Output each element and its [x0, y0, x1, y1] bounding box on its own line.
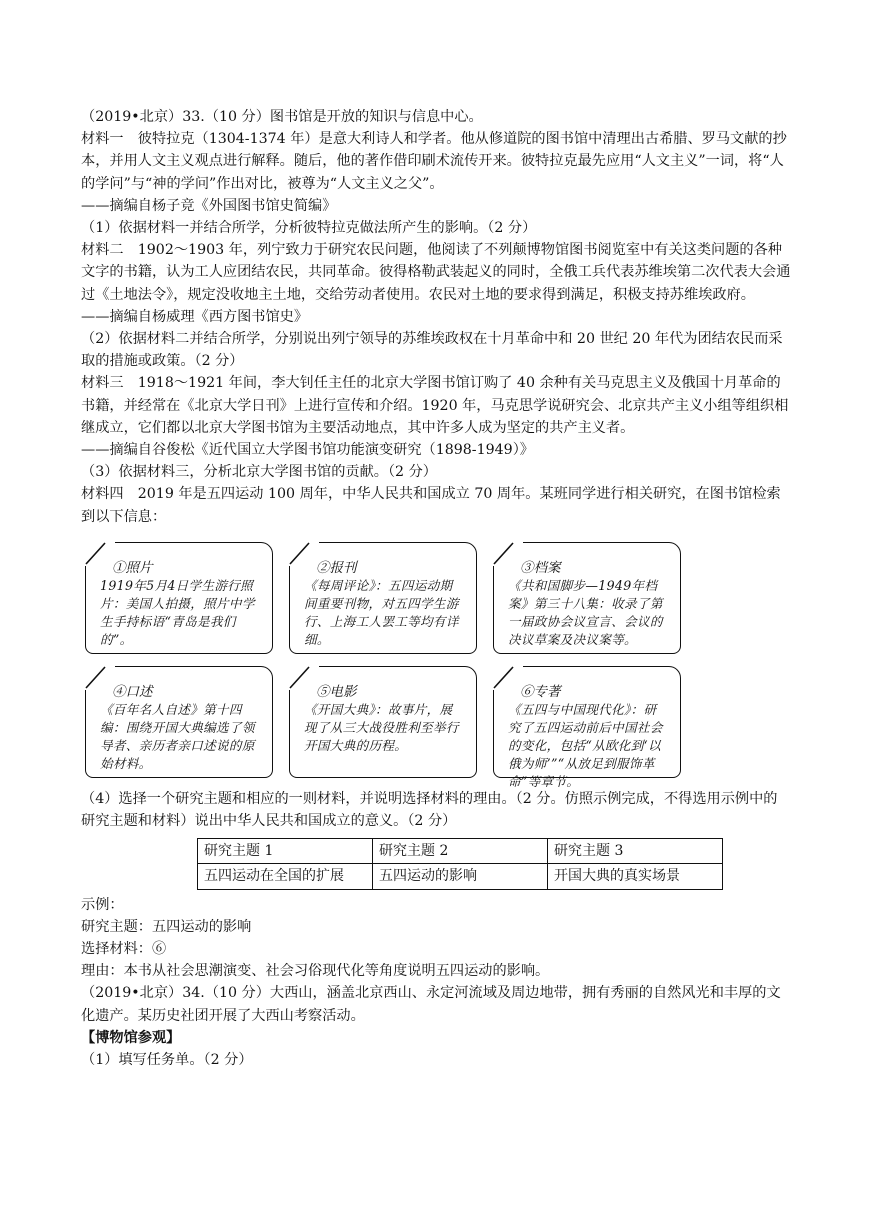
material-4: 材料四 2019 年是五四运动 100 周年，中华人民共和国成立 70 周年。某班同学进行相关研究，在图书馆检索到以下信息：	[81, 486, 781, 525]
q34-question-1: （1）填写任务单。（2 分）	[81, 1052, 253, 1069]
card-oral	[85, 666, 273, 778]
question-3: （3）依据材料三，分析北京大学图书馆的贡献。（2 分）	[81, 464, 437, 481]
card-title: ④口述	[112, 683, 153, 700]
card-body: 《百年名人自述》第十四编：围绕开国大典编选了领导者、亲历者亲口述说的原始材料。	[100, 701, 255, 771]
material-2-source: ——摘编自杨威理《西方图书馆史》	[81, 308, 309, 325]
research-topic-table	[197, 838, 723, 889]
material-1: 材料一 彼特拉克（1304-1374 年）是意大利诗人和学者。他从修道院的图书馆中清理出古希腊、罗马文献的抄本，并用人文主义观点进行解释。随后，他的著作借印刷术流传开来。彼特拉克最先应用“人文主义”一词，将“人的学问”与“神的学问”作出对比，被尊为“人文主义之父”。	[81, 131, 787, 192]
example-reason: 理由：本书从社会思潮演变、社会习俗现代化等角度说明五四运动的影响。	[81, 963, 550, 980]
material-3-source: ——摘编自谷俊松《近代国立大学图书馆功能演变研究（1898-1949）》	[81, 442, 534, 459]
table-header: 研究主题 2	[373, 839, 548, 864]
document-page	[81, 106, 791, 1071]
card-photo	[85, 542, 273, 654]
section-heading: 【博物馆参观】	[81, 1029, 181, 1046]
q33-intro: （2019•北京）33.（10 分）图书馆是开放的知识与信息中心。	[81, 109, 483, 125]
card-newspaper	[289, 542, 477, 654]
card-title: ③档案	[520, 559, 561, 576]
q34-intro: （2019•北京）34.（10 分）大西山，涵盖北京西山、永定河流域及周边地带，拥有秀丽的自然风光和丰厚的文化遗产。某历史社团开展了大西山考察活动。	[81, 985, 781, 1024]
material-cards	[81, 542, 791, 789]
table-cell: 五四运动的影响	[373, 864, 548, 889]
card-body: 《每周评论》：五四运动期间重要刊物，对五四学生游行、上海工人罢工等均有详细。	[304, 577, 459, 647]
table-row	[198, 839, 723, 864]
material-1-source: ——摘编自杨子竞《外国图书馆史简编》	[81, 197, 337, 214]
table-header: 研究主题 3	[548, 839, 723, 864]
example-label: 示例：	[81, 896, 124, 913]
card-film	[289, 666, 477, 778]
example-material: 选择材料：⑥	[81, 941, 167, 958]
table-cell: 五四运动在全国的扩展	[198, 864, 373, 889]
card-monograph	[493, 666, 681, 789]
card-body: 《五四与中国现代化》：研究了五四运动前后中国社会的变化，包括“从欧化到‘以俄为师’”“从放足到服饰革命”等章节。	[508, 701, 663, 789]
card-title: ⑥专著	[520, 683, 561, 700]
card-title: ⑤电影	[316, 683, 357, 700]
card-archive	[493, 542, 681, 654]
card-body: 《共和国脚步—1949年档案》第三十八集：收录了第一届政协会议宣言、会议的决议草案及决议案等。	[508, 577, 663, 647]
material-3: 材料三 1918～1921 年间，李大钊任主任的北京大学图书馆订购了 40 余种有关马克思主义及俄国十月革命的书籍，并经常在《北京大学日刊》上进行宣传和介绍。1920 年，马克思学说研究会、北京共产主义小组等组织相继成立，它们都以北京大学图书馆为主要活动地点，其中许多人成为坚定的共产主义者。	[81, 375, 789, 436]
table-row	[198, 864, 723, 889]
example-topic: 研究主题：五四运动的影响	[81, 918, 252, 935]
card-title: ②报刊	[316, 559, 357, 576]
card-body: 《开国大典》：故事片，展现了从三大战役胜利至举行开国大典的历程。	[304, 701, 459, 753]
material-2: 材料二 1902～1903 年，列宁致力于研究农民问题，他阅读了不列颠博物馆图书阅览室中有关这类问题的各种文字的书籍，认为工人应团结农民，共同革命。彼得格勒武装起义的同时，全俄工兵代表苏维埃第二次代表大会通过《土地法令》，规定没收地主土地，交给劳动者使用。农民对土地的要求得到满足，积极支持苏维埃政府。	[81, 242, 791, 303]
table-header: 研究主题 1	[198, 839, 373, 864]
question-1: （1）依据材料一并结合所学，分析彼特拉克做法所产生的影响。（2 分）	[81, 220, 537, 237]
question-2: （2）依据材料二并结合所学，分别说出列宁领导的苏维埃政权在十月革命中和 20 世纪 20 年代为团结农民而采取的措施或政策。（2 分）	[81, 331, 783, 370]
card-title: ①照片	[112, 559, 153, 576]
card-body: 1919年5月4日学生游行照片：美国人拍摄，照片中学生手持标语“青岛是我们的”。	[100, 577, 255, 647]
question-4: （4）选择一个研究主题和相应的一则材料，并说明选择材料的理由。（2 分。仿照示例完成，不得选用示例中的研究主题和材料）说出中华人民共和国成立的意义。（2 分）	[81, 790, 778, 830]
table-cell: 开国大典的真实场景	[548, 864, 723, 889]
